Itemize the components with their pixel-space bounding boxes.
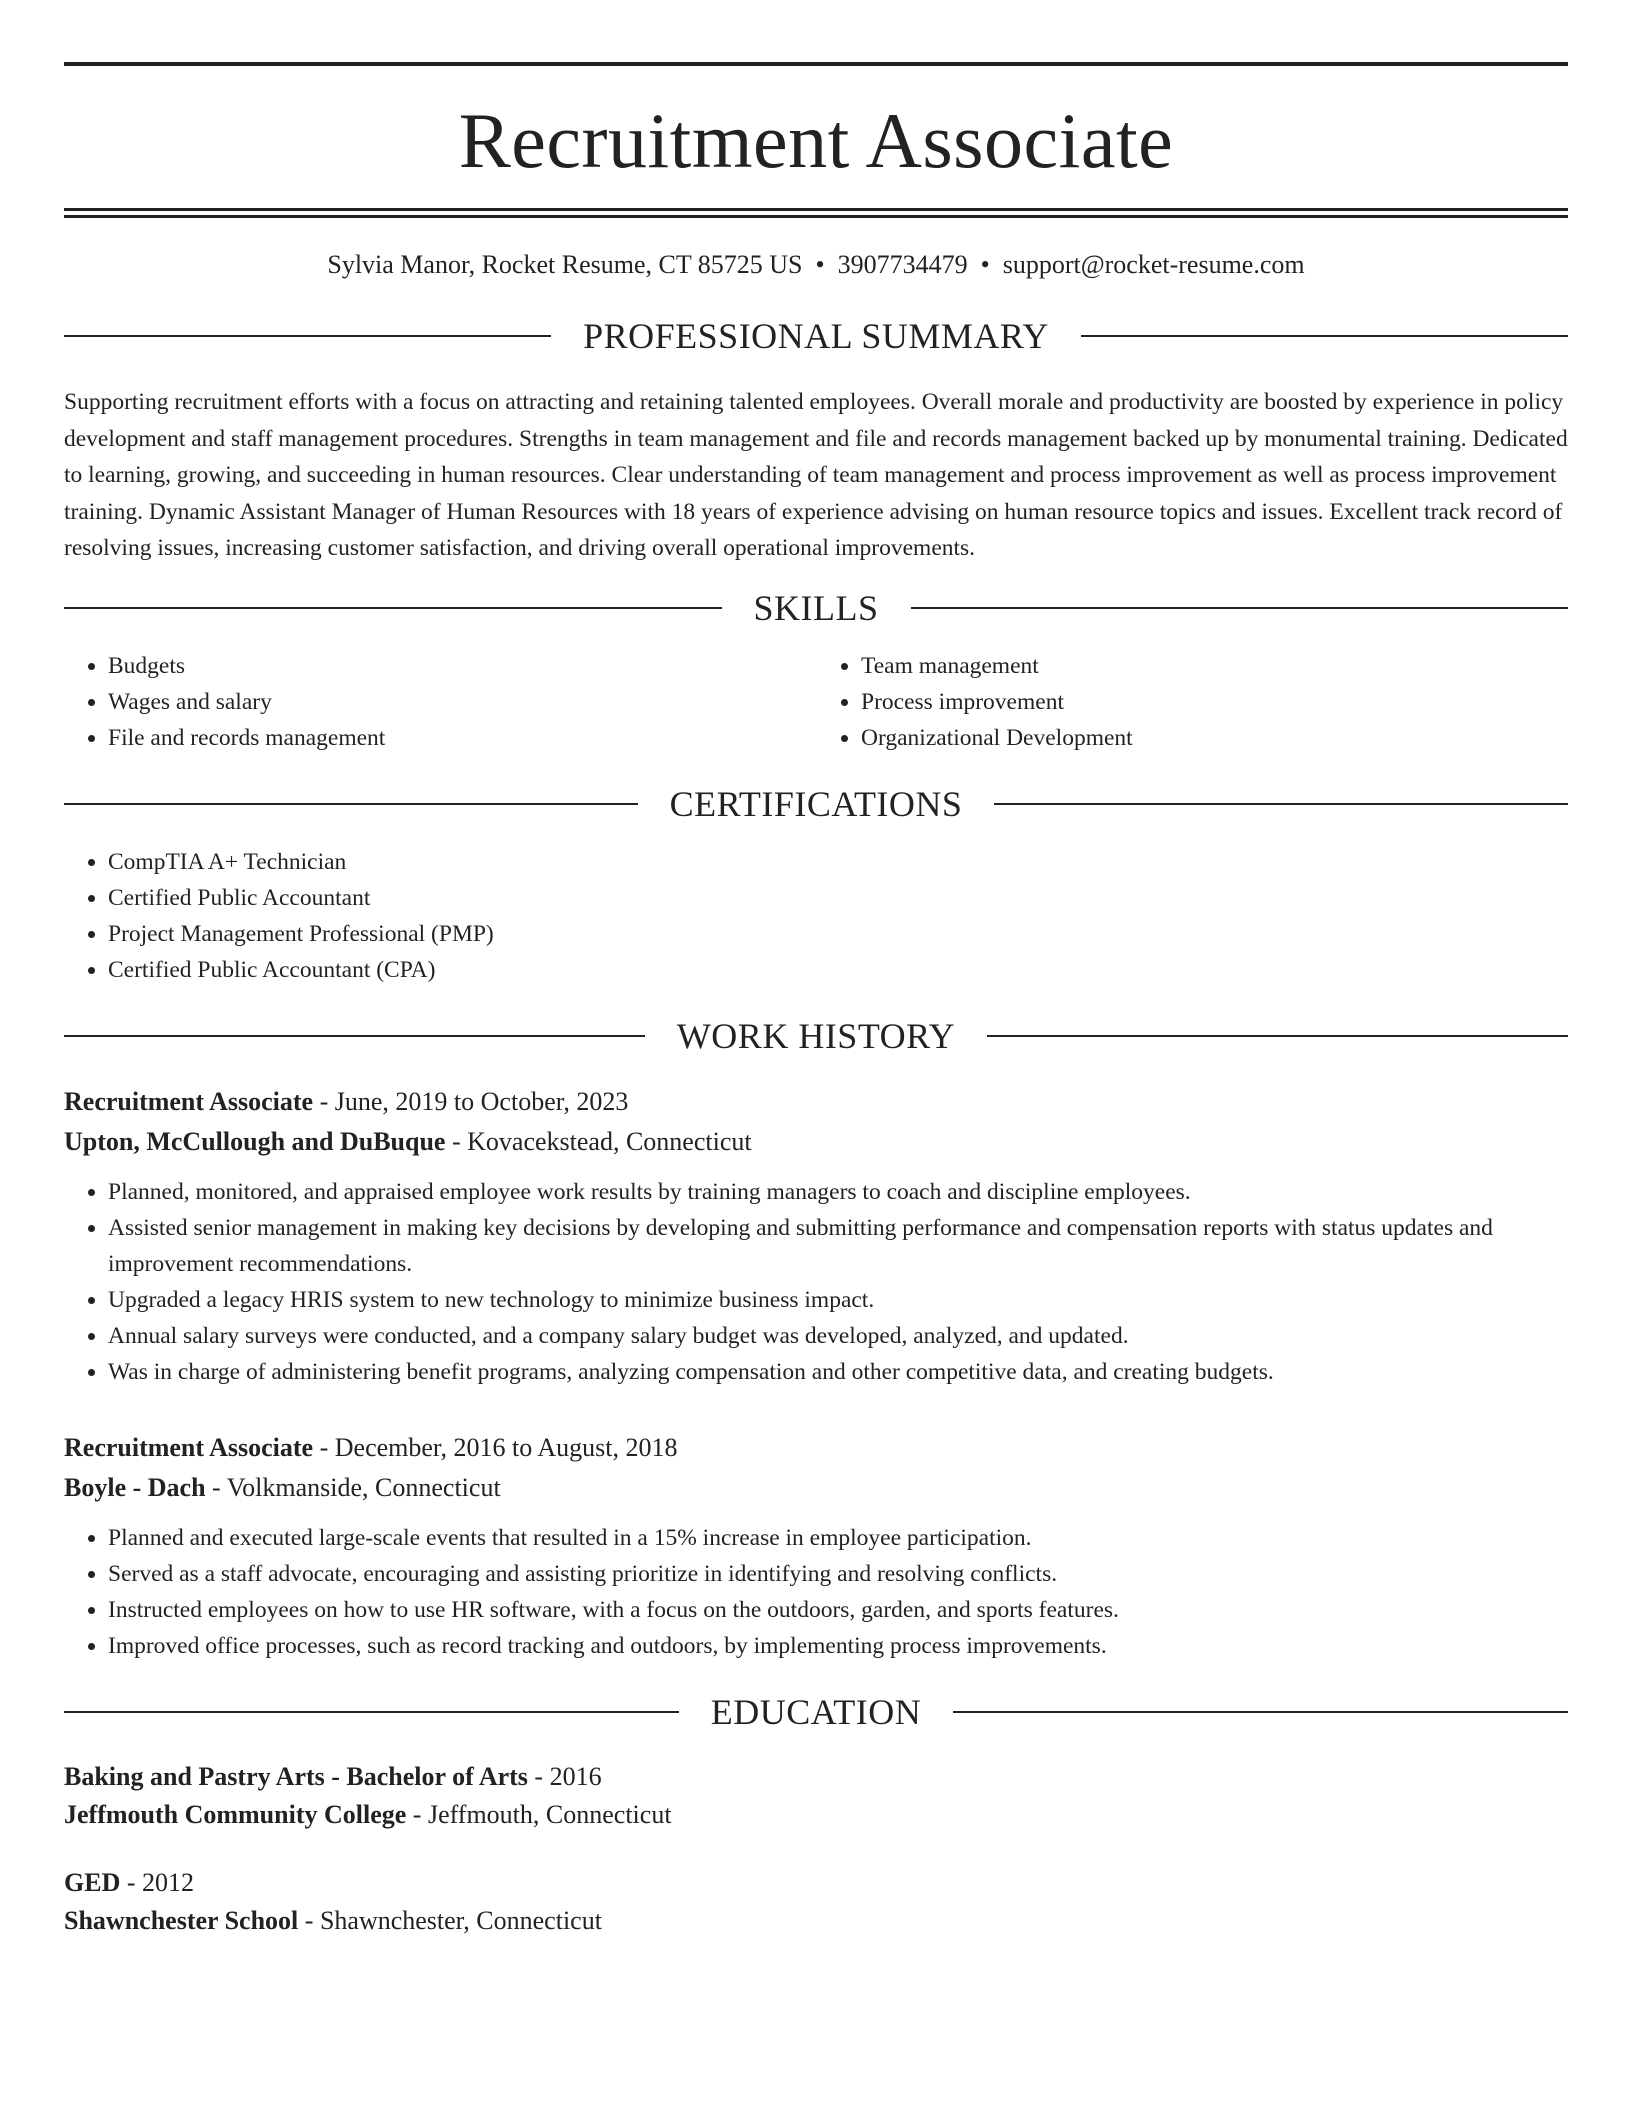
heading-rule: [1081, 335, 1568, 337]
heading-rule: [64, 335, 551, 337]
certification-item: • CompTIA A+ Technician: [108, 844, 1568, 880]
skills-columns: [64, 648, 1568, 756]
job-location: - Volkmanside, Connecticut: [205, 1473, 501, 1502]
heading-rule: [994, 803, 1568, 805]
contact-email: support@rocket-resume.com: [1002, 250, 1305, 279]
job-bullets: [64, 1520, 1568, 1664]
education-location: - Shawnchester, Connecticut: [298, 1906, 602, 1935]
education-school: Jeffmouth Community College: [64, 1800, 407, 1829]
summary-title: PROFESSIONAL SUMMARY: [583, 316, 1049, 356]
job-role: Recruitment Associate: [64, 1433, 314, 1462]
job-company-line: [64, 1468, 1568, 1508]
job-bullet: • Instructed employees on how to use HR software, with a focus on the outdoors, garden, and sports features.: [108, 1592, 1568, 1628]
job-bullet: • Planned, monitored, and appraised employee work results by training managers to coach and discipline employees.: [108, 1174, 1568, 1210]
education-degree: GED: [64, 1868, 121, 1897]
certifications-title: CERTIFICATIONS: [669, 784, 963, 824]
job-company-line: [64, 1122, 1568, 1162]
education-school-line: [64, 1902, 1568, 1940]
contact-address: Sylvia Manor, Rocket Resume, CT 85725 US: [327, 250, 803, 279]
job-bullet: • Planned and executed large-scale events that resulted in a 15% increase in employee participation.: [108, 1520, 1568, 1556]
skill-item: • Wages and salary: [108, 684, 815, 720]
heading-rule: [64, 607, 722, 609]
job-bullet: • Was in charge of administering benefit programs, analyzing compensation and other competitive data, and creating budgets.: [108, 1354, 1568, 1390]
job-bullet: • Served as a staff advocate, encouraging and assisting prioritize in identifying and resolving conflicts.: [108, 1556, 1568, 1592]
work-title: WORK HISTORY: [676, 1016, 956, 1056]
education-entry: [64, 1864, 1568, 1940]
education-school-line: [64, 1796, 1568, 1834]
job-role-line: [64, 1428, 1568, 1468]
job-entry: [64, 1082, 1568, 1390]
job-dates: - June, 2019 to October, 2023: [313, 1087, 629, 1116]
job-role: Recruitment Associate: [64, 1087, 314, 1116]
certification-item: • Project Management Professional (PMP): [108, 916, 1568, 952]
skills-heading: [64, 590, 1568, 626]
skills-list-right: [815, 648, 1568, 756]
skill-item: • Organizational Development: [861, 720, 1568, 756]
certification-item: • Certified Public Accountant (CPA): [108, 952, 1568, 988]
skills-title: SKILLS: [753, 588, 879, 628]
summary-heading: [64, 318, 1568, 354]
job-bullet: • Annual salary surveys were conducted, and a company salary budget was developed, analyzed, and updated.: [108, 1318, 1568, 1354]
education-year: - 2016: [527, 1762, 602, 1791]
education-location: - Jeffmouth, Connecticut: [406, 1800, 672, 1829]
certifications-list: [64, 844, 1568, 988]
heading-rule: [953, 1711, 1568, 1713]
certifications-heading: [64, 786, 1568, 822]
job-company: Boyle - Dach: [64, 1473, 206, 1502]
job-entry: [64, 1428, 1568, 1664]
education-heading: [64, 1694, 1568, 1730]
education-degree: Baking and Pastry Arts - Bachelor of Arts: [64, 1762, 528, 1791]
job-bullet: • Upgraded a legacy HRIS system to new technology to minimize business impact.: [108, 1282, 1568, 1318]
certification-item: • Certified Public Accountant: [108, 880, 1568, 916]
job-company: Upton, McCullough and DuBuque: [64, 1127, 446, 1156]
heading-rule: [64, 1035, 645, 1037]
job-bullets: [64, 1174, 1568, 1390]
contact-line: [64, 252, 1568, 278]
top-rule: [64, 62, 1568, 66]
job-dates: - December, 2016 to August, 2018: [313, 1433, 678, 1462]
heading-rule: [987, 1035, 1568, 1037]
summary-text: Supporting recruitment efforts with a focus on attracting and retaining talented employees. Overall morale and productivity are boosted by experience in policy development and staff management procedures. Strengths in team management and file and records management backed up by monumental training. Dedicated to learning, growing, and succeeding in human resources. Clear understanding of team management and process improvement as well as process improvement training. Dynamic Assistant Manager of Human Resources with 18 years of experience advising on human resource topics and issues. Excellent track record of resolving issues, increasing customer satisfaction, and driving overall operational improvements.: [64, 389, 1568, 561]
contact-separator: •: [980, 250, 990, 279]
skill-item: • Process improvement: [861, 684, 1568, 720]
job-location: - Kovacekstead, Connecticut: [445, 1127, 752, 1156]
skill-item: • File and records management: [108, 720, 815, 756]
job-bullet: • Assisted senior management in making key decisions by developing and submitting performance and compensation reports with status updates and improvement recommendations.: [108, 1210, 1568, 1282]
education-school: Shawnchester School: [64, 1906, 299, 1935]
education-title: EDUCATION: [710, 1692, 922, 1732]
work-heading: [64, 1018, 1568, 1054]
job-bullet: • Improved office processes, such as record tracking and outdoors, by implementing process improvements.: [108, 1628, 1568, 1664]
education-year: - 2012: [120, 1868, 195, 1897]
skill-item: • Team management: [861, 648, 1568, 684]
heading-rule: [64, 803, 638, 805]
resume-title: Recruitment Associate: [458, 97, 1174, 184]
contact-phone: 3907734479: [837, 250, 968, 279]
skill-item: • Budgets: [108, 648, 815, 684]
heading-rule: [64, 1711, 679, 1713]
skills-list-left: [64, 648, 815, 756]
education-entry: [64, 1758, 1568, 1834]
heading-rule: [911, 607, 1569, 609]
job-role-line: [64, 1082, 1568, 1122]
education-degree-line: [64, 1864, 1568, 1902]
education-degree-line: [64, 1758, 1568, 1796]
contact-separator: •: [815, 250, 825, 279]
title-double-rule: [64, 208, 1568, 218]
